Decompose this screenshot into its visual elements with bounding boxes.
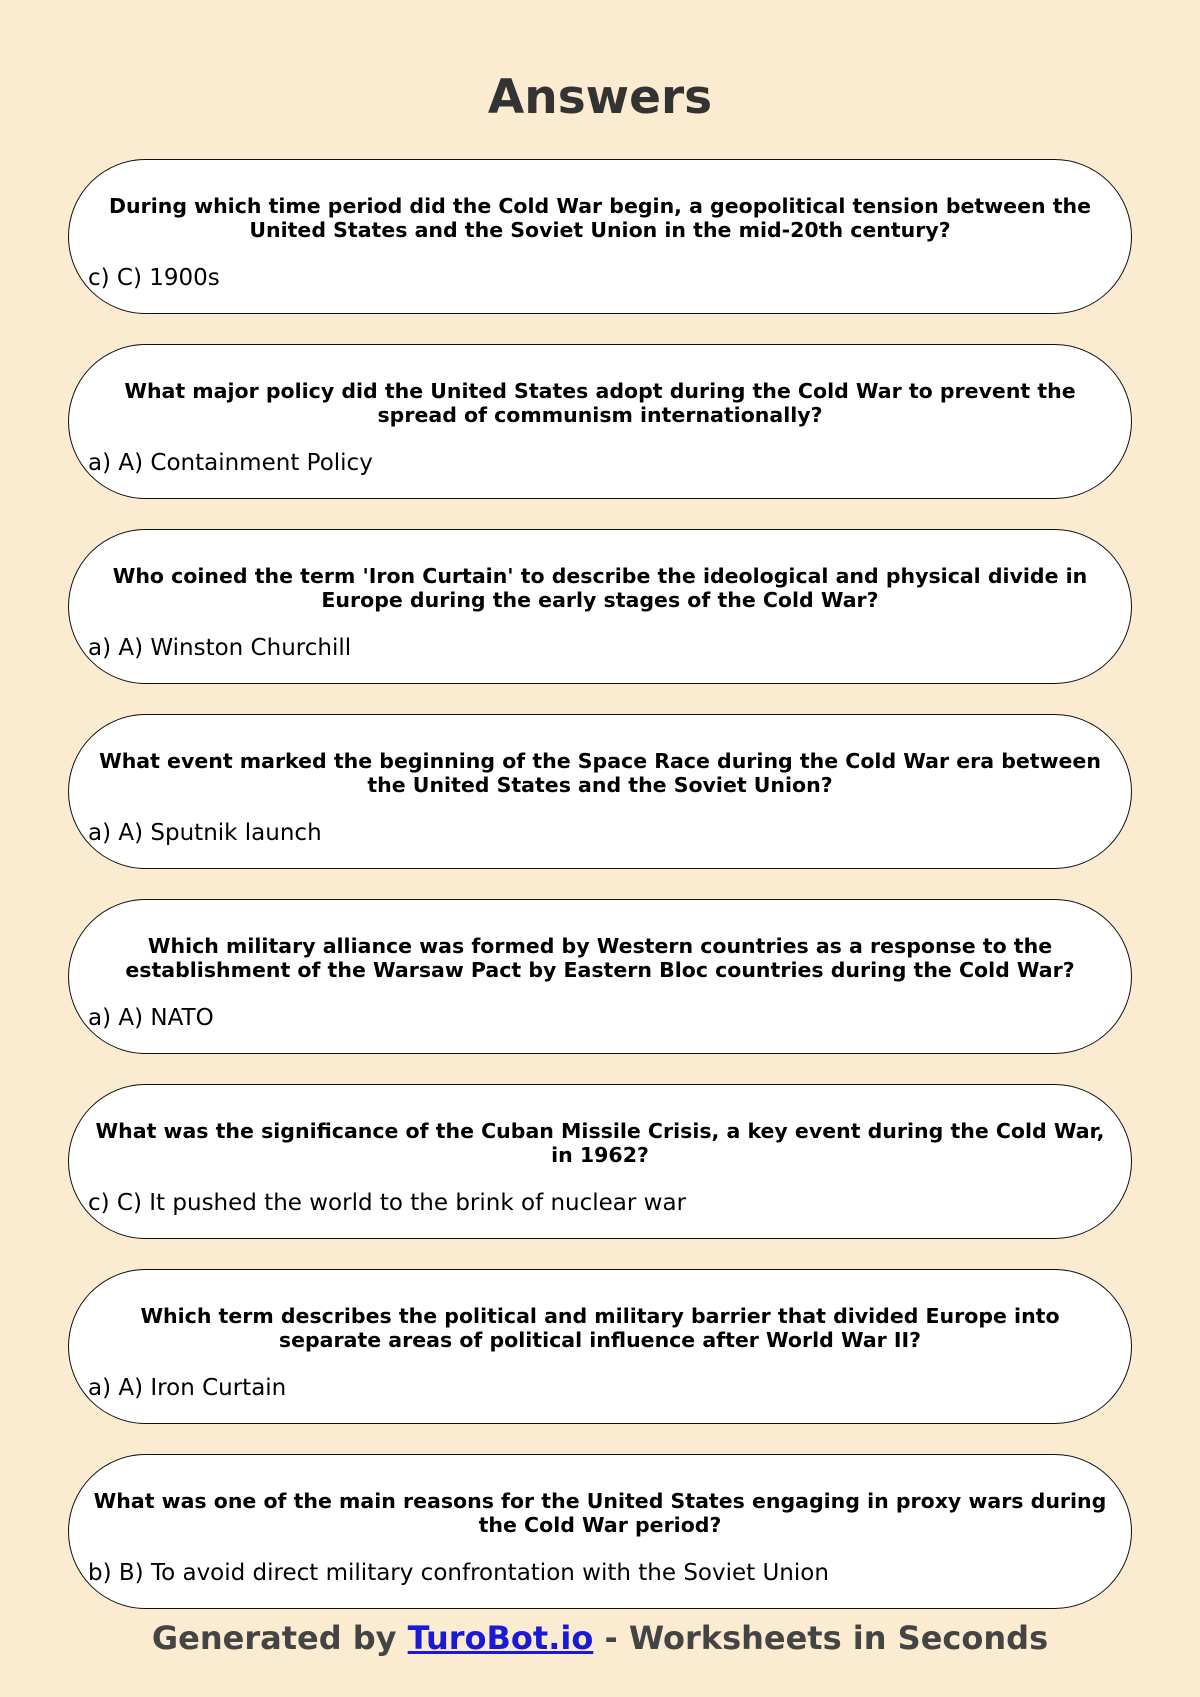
question-text: Who coined the term 'Iron Curtain' to describe the ideological and physical divide in Europe during the early stages of the Cold War? [112, 564, 1088, 612]
page-title: Answers [487, 70, 713, 125]
answer-list [68, 159, 1132, 1639]
answer-text: c) C) 1900s [88, 265, 220, 291]
question-text: What was one of the main reasons for the United States engaging in proxy wars during the Cold War period? [93, 1489, 1107, 1537]
footer-prefix: Generated by [151, 1619, 408, 1657]
question-text: What was the significance of the Cuban Missile Crisis, a key event during the Cold War, in 1962? [95, 1119, 1105, 1167]
question-text: What major policy did the United States adopt during the Cold War to prevent the spread of communism internationally? [124, 379, 1076, 427]
answer-text: a) A) Winston Churchill [88, 635, 352, 661]
question-text: During which time period did the Cold War begin, a geopolitical tension between the United States and the Soviet Union in the mid-20th century? [108, 194, 1092, 242]
answer-text: a) A) Containment Policy [88, 450, 373, 476]
answer-card [68, 1454, 1132, 1609]
question-text: What event marked the beginning of the Space Race during the Cold War era between the United States and the Soviet Union? [99, 749, 1101, 797]
answer-card [68, 714, 1132, 869]
footer-suffix: - Worksheets in Seconds [593, 1619, 1049, 1657]
question-text: Which term describes the political and military barrier that divided Europe into separate areas of political influence after World War II? [140, 1304, 1060, 1352]
answer-card [68, 899, 1132, 1054]
question-text: Which military alliance was formed by Western countries as a response to the establishment of the Warsaw Pact by Eastern Bloc countries during the Cold War? [125, 934, 1075, 982]
footer [0, 1616, 1200, 1660]
turobot-link[interactable]: TuroBot.io [407, 1619, 594, 1657]
answer-text: a) A) Sputnik launch [88, 820, 322, 846]
answer-card [68, 1084, 1132, 1239]
answer-text: a) A) Iron Curtain [88, 1375, 287, 1401]
answer-card [68, 159, 1132, 314]
answer-text: b) B) To avoid direct military confrontation with the Soviet Union [88, 1560, 829, 1586]
answer-card [68, 529, 1132, 684]
answer-text: c) C) It pushed the world to the brink of nuclear war [88, 1190, 687, 1216]
answer-text: a) A) NATO [88, 1005, 214, 1031]
answer-card [68, 1269, 1132, 1424]
answer-card [68, 344, 1132, 499]
